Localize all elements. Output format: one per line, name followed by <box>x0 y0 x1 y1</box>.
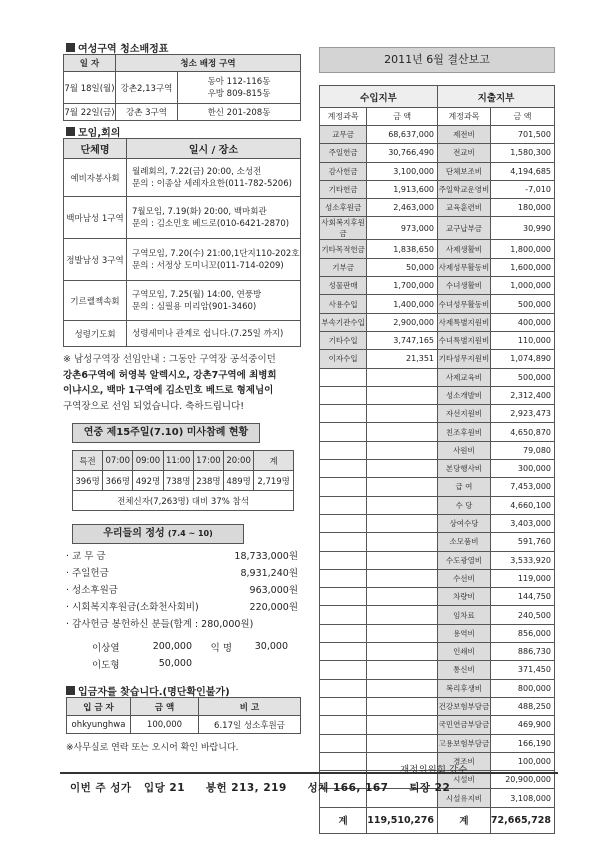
expense-amount: 371,450 <box>490 661 554 679</box>
attendance-summary: 전체신자(7,263명) 대비 37% 참석 <box>73 491 294 511</box>
income-amount <box>367 386 438 404</box>
expense-amount: 701,500 <box>490 126 554 144</box>
meetings-title-row <box>66 124 120 139</box>
expense-account: 수선비 <box>438 569 491 587</box>
offering-label: · 성소후원금 <box>66 584 118 596</box>
square-bullet-icon <box>66 43 75 52</box>
expense-account: 교구납부금 <box>438 217 491 240</box>
income-amount: 1,913,600 <box>367 180 438 198</box>
table-row <box>64 197 301 239</box>
depositor-note-text: ※사무실로 연락 또는 오시어 확인 바랍니다. <box>66 743 239 753</box>
expense-account: 사원비 <box>438 441 491 459</box>
total-label: 계 <box>320 807 367 833</box>
expense-amount: 1,000,000 <box>490 277 554 295</box>
offering-value: 220,000원 <box>249 601 298 613</box>
finance-subheader: 금 액 <box>367 108 438 126</box>
income-amount <box>367 734 438 752</box>
income-account <box>320 643 367 661</box>
table-row <box>320 716 555 734</box>
finance-title: 2011년 6월 결산보고 <box>319 47 555 73</box>
expense-amount: 79,080 <box>490 441 554 459</box>
income-account <box>320 606 367 624</box>
cleaning-title-row <box>66 40 168 55</box>
expense-amount: 20,900,000 <box>490 771 554 789</box>
cleaning-header-zone: 청소 배정 구역 <box>116 55 301 72</box>
income-amount: 1,700,000 <box>367 277 438 295</box>
table-row <box>320 551 555 569</box>
expense-amount: 100,000 <box>490 752 554 770</box>
income-amount <box>367 679 438 697</box>
income-account: 사회복지후원금 <box>321 218 365 239</box>
income-account <box>320 716 367 734</box>
expense-amount: 500,000 <box>490 368 554 386</box>
depositor-header: 입 금 자 <box>67 698 131 716</box>
notice-line: 구역장으로 선임 되었습니다. 축하드립니다! <box>63 400 245 412</box>
income-amount: 50,000 <box>367 258 438 276</box>
notice-line: ※ 남성구역장 선임안내 : 그동안 구역장 공석중이던 <box>63 354 276 365</box>
notice-block <box>63 352 303 414</box>
attendance-header: 11:00 <box>163 451 193 471</box>
income-amount <box>367 661 438 679</box>
income-amount <box>367 716 438 734</box>
expense-account: 임차료 <box>438 606 491 624</box>
income-amount <box>367 441 438 459</box>
expense-account: 제전비 <box>438 126 491 144</box>
expense-amount: 144,750 <box>490 588 554 606</box>
depositor-amount: 100,000 <box>131 716 199 734</box>
cleaning-date: 7월 18일(월) <box>64 72 116 104</box>
expense-account: 차량비 <box>438 588 491 606</box>
attendance-header: 17:00 <box>193 451 223 471</box>
depositor-title-row <box>66 683 230 698</box>
cleaning-title: 여성구역 청소배정표 <box>78 44 169 55</box>
cleaning-zone: 강촌2,13구역 <box>116 72 178 104</box>
income-account <box>320 441 367 459</box>
donor-amount: 200,000 <box>152 641 192 652</box>
expense-amount: 300,000 <box>490 460 554 478</box>
income-header: 수입지부 <box>320 86 438 108</box>
offerings-title: 우리들의 정성 <box>103 528 165 539</box>
income-account <box>320 368 367 386</box>
income-account: 기타헌금 <box>320 180 367 198</box>
income-account: 주일헌금 <box>320 144 367 162</box>
table-row <box>320 643 555 661</box>
offering-label: · 교 무 금 <box>66 550 106 562</box>
income-account: 감사헌금 <box>320 162 367 180</box>
donor-row <box>92 655 292 672</box>
expense-account: 통신비 <box>438 661 491 679</box>
income-account <box>320 514 367 532</box>
cleaning-table <box>63 54 301 121</box>
income-amount: 1,838,650 <box>367 240 438 258</box>
table-row <box>320 295 555 313</box>
table-row <box>64 321 301 347</box>
income-amount <box>367 533 438 551</box>
expense-account: 시설유지비 <box>438 789 491 807</box>
donor-amount: 50,000 <box>158 658 192 669</box>
table-row <box>320 368 555 386</box>
donor-name: 이상열 <box>92 642 120 654</box>
income-amount <box>367 496 438 514</box>
offering-label: · 주일헌금 <box>66 567 109 579</box>
expense-amount: 3,108,000 <box>490 789 554 807</box>
income-amount: 3,747,165 <box>367 331 438 349</box>
income-amount <box>367 478 438 496</box>
expense-account: 수녀특별지원비 <box>438 331 491 349</box>
expense-amount: 1,580,300 <box>490 144 554 162</box>
income-account: 기타수입 <box>320 331 367 349</box>
finance-subheader: 계정과목 <box>320 108 367 126</box>
table-row <box>64 159 301 197</box>
list-item <box>66 563 298 580</box>
expense-amount: 400,000 <box>490 313 554 331</box>
depositor-name: ohkyunghwa <box>67 716 131 734</box>
depositor-header: 비 고 <box>199 698 301 716</box>
table-row <box>320 144 555 162</box>
meeting-line: 문의 : 이종삼 세레자요한(011-782-5206) <box>132 178 292 189</box>
expense-amount: 4,660,100 <box>490 496 554 514</box>
expense-account: 수 당 <box>438 496 491 514</box>
attendance-header: 특전 <box>73 451 103 471</box>
income-account <box>320 624 367 642</box>
table-row <box>320 588 555 606</box>
table-row <box>320 496 555 514</box>
total-label: 계 <box>438 807 491 833</box>
offering-label: · 시회복지후원금(소화천사회비) <box>66 601 199 613</box>
table-row <box>320 460 555 478</box>
expense-account: 수도광열비 <box>438 551 491 569</box>
income-account: 성소후원금 <box>320 199 367 217</box>
offerings-title-box <box>72 524 244 544</box>
attendance-value: 396명 <box>73 471 103 491</box>
income-amount <box>367 514 438 532</box>
table-row <box>320 569 555 587</box>
square-bullet-icon <box>66 127 75 136</box>
expense-amount: 1,800,000 <box>490 240 554 258</box>
square-bullet-icon <box>66 686 75 695</box>
depositor-title: 입금자를 찾습니다.(명단확인불가) <box>78 687 230 698</box>
list-item <box>66 546 298 563</box>
meetings-table <box>63 138 301 347</box>
expense-account: 사제생활비 <box>438 240 491 258</box>
donor-name: 이도형 <box>92 659 120 671</box>
attendance-header: 07:00 <box>103 451 133 471</box>
income-account <box>320 405 367 423</box>
table-row <box>320 661 555 679</box>
attendance-value: 238명 <box>193 471 223 491</box>
list-item <box>66 580 298 597</box>
table-row <box>64 72 301 104</box>
table-row <box>320 697 555 715</box>
attendance-header: 계 <box>254 451 294 471</box>
expense-amount: 500,000 <box>490 295 554 313</box>
table-row <box>320 331 555 349</box>
footer-hymns: 이번 주 성가 입당 21 봉헌 213, 219 성체 166, 167 퇴장 22 <box>70 782 451 794</box>
income-amount: 1,400,000 <box>367 295 438 313</box>
income-account: 기부금 <box>320 258 367 276</box>
expense-account: 용역비 <box>438 624 491 642</box>
finance-subheader: 계정과목 <box>438 108 491 126</box>
attendance-header: 09:00 <box>133 451 163 471</box>
offering-value: 18,733,000원 <box>234 550 298 562</box>
table-row <box>320 514 555 532</box>
expense-amount: 469,900 <box>490 716 554 734</box>
expense-account: 국민연금부담금 <box>438 716 491 734</box>
expense-account: 상여수당 <box>438 514 491 532</box>
income-amount <box>367 405 438 423</box>
income-amount <box>367 643 438 661</box>
income-account <box>320 496 367 514</box>
income-account <box>320 478 367 496</box>
attendance-title: 연중 제15주일(7.10) 미사참례 현황 <box>72 423 260 443</box>
notice-line: 이냐시오, 백마 1구역에 김소민호 베드로 형제님이 <box>63 385 274 396</box>
meeting-line: 문의 : 심필용 미리암(901-3460) <box>132 301 257 312</box>
offering-value: 963,000원 <box>249 584 298 596</box>
table-row <box>320 277 555 295</box>
notice-line: 강촌6구역에 허영복 알렉시오, 강촌7구역에 최병희 <box>63 369 277 381</box>
expense-account: 본당행사비 <box>438 460 491 478</box>
table-row <box>320 478 555 496</box>
cleaning-area: 동아 112-116동 <box>207 76 271 87</box>
table-row <box>320 734 555 752</box>
income-account <box>320 569 367 587</box>
table-row <box>73 471 294 491</box>
income-amount: 973,000 <box>367 217 438 240</box>
table-row <box>64 281 301 321</box>
meetings-header-group: 단체명 <box>64 139 127 159</box>
income-amount: 3,100,000 <box>367 162 438 180</box>
table-row <box>67 716 301 734</box>
expense-amount: 119,000 <box>490 569 554 587</box>
expense-account: 급 여 <box>438 478 491 496</box>
expense-amount: 110,000 <box>490 331 554 349</box>
expense-account: 인쇄비 <box>438 643 491 661</box>
auditor-text: 재정위원회 감수 <box>400 765 468 776</box>
income-amount <box>367 606 438 624</box>
income-account: 부속기관수입 <box>320 313 367 331</box>
depositor-note: 6.17일 성소후원금 <box>199 716 301 734</box>
table-row <box>64 104 301 121</box>
income-amount <box>367 423 438 441</box>
income-amount: 21,351 <box>367 350 438 368</box>
expense-account: 건강보험부담금 <box>438 697 491 715</box>
income-amount <box>367 551 438 569</box>
expense-amount: 591,760 <box>490 533 554 551</box>
meeting-line: 월례회의, 7.22(금) 20:00, 소성전 <box>132 166 262 177</box>
cleaning-zone: 강촌 3구역 <box>116 104 178 121</box>
expense-amount: 240,500 <box>490 606 554 624</box>
expense-header: 지출지부 <box>438 86 555 108</box>
expense-account: 주일학교운영비 <box>438 180 491 198</box>
offering-label: · 감사헌금 봉헌하신 분들(합계 : 280,000원) <box>66 618 254 630</box>
income-total: 119,510,276 <box>367 807 438 833</box>
expense-amount: 2,312,400 <box>490 386 554 404</box>
finance-total-row <box>320 807 555 833</box>
expense-account: 전교비 <box>438 144 491 162</box>
income-account: 교무금 <box>320 126 367 144</box>
income-amount <box>367 460 438 478</box>
table-row <box>320 217 555 240</box>
depositor-table <box>66 697 301 734</box>
meeting-group: 성령기도회 <box>64 321 127 347</box>
expense-amount: 3,403,000 <box>490 514 554 532</box>
table-row <box>320 350 555 368</box>
expense-amount: -7,010 <box>490 180 554 198</box>
attendance-value: 366명 <box>103 471 133 491</box>
donor-amount: 30,000 <box>254 641 288 652</box>
expense-amount: 166,190 <box>490 734 554 752</box>
depositor-header: 금 액 <box>131 698 199 716</box>
income-account: 이자수입 <box>320 350 367 368</box>
income-account <box>320 697 367 715</box>
attendance-value: 489명 <box>224 471 254 491</box>
meeting-group: 예비자봉사회 <box>64 159 127 197</box>
income-amount <box>367 569 438 587</box>
expense-account: 소모품비 <box>438 533 491 551</box>
expense-account: 교육훈련비 <box>438 199 491 217</box>
meeting-line: 구역모임, 7.25(월) 14:00, 연풍방 <box>132 289 262 300</box>
income-account: 사용수입 <box>320 295 367 313</box>
cleaning-header-date: 일 자 <box>64 55 116 72</box>
meeting-line: 성령세미나 관계로 쉽니다.(7.25일 까지) <box>127 321 301 347</box>
income-account <box>320 752 367 770</box>
expense-amount: 488,250 <box>490 697 554 715</box>
table-row <box>320 386 555 404</box>
table-row <box>320 313 555 331</box>
list-item <box>66 614 298 631</box>
table-row <box>320 240 555 258</box>
table-row <box>320 162 555 180</box>
table-row <box>320 679 555 697</box>
expense-account: 고용보험부담금 <box>438 734 491 752</box>
expense-amount: 800,000 <box>490 679 554 697</box>
table-row <box>320 624 555 642</box>
table-row <box>320 423 555 441</box>
table-row <box>320 533 555 551</box>
income-amount: 68,637,000 <box>367 126 438 144</box>
income-amount <box>367 697 438 715</box>
cleaning-area: 우방 809-815동 <box>207 88 271 99</box>
meeting-line: 문의 : 서정상 도미니꼬(011-714-0209) <box>132 260 284 271</box>
finance-subheader: 금 액 <box>490 108 554 126</box>
expense-account: 시설비 <box>438 771 491 789</box>
meeting-group: 백마남성 1구역 <box>64 197 127 239</box>
expense-total: 72,665,728 <box>490 807 554 833</box>
offerings-list <box>66 546 298 631</box>
income-amount <box>367 368 438 386</box>
income-amount: 2,900,000 <box>367 313 438 331</box>
expense-account: 친조후원비 <box>438 423 491 441</box>
expense-amount: 1,074,890 <box>490 350 554 368</box>
income-account <box>320 679 367 697</box>
table-row <box>320 441 555 459</box>
meetings-title: 모임,회의 <box>78 128 121 139</box>
table-row <box>64 239 301 281</box>
income-amount <box>367 624 438 642</box>
expense-amount: 4,194,685 <box>490 162 554 180</box>
list-item <box>66 597 298 614</box>
donor-list <box>92 638 292 672</box>
expense-account: 경조비 <box>438 752 491 770</box>
attendance-value: 2,719명 <box>254 471 294 491</box>
expense-account: 수녀생활비 <box>438 277 491 295</box>
income-account <box>320 661 367 679</box>
expense-amount: 886,730 <box>490 643 554 661</box>
table-row <box>320 606 555 624</box>
expense-amount: 4,650,870 <box>490 423 554 441</box>
attendance-value: 492명 <box>133 471 163 491</box>
table-row <box>320 405 555 423</box>
expense-account: 수녀성무활동비 <box>438 295 491 313</box>
meeting-line: 7월모임, 7.19(화) 20:00, 백마회관 <box>132 206 267 217</box>
income-account <box>320 460 367 478</box>
income-amount: 2,463,000 <box>367 199 438 217</box>
expense-amount: 2,923,473 <box>490 405 554 423</box>
cleaning-area: 한신 201-208동 <box>178 104 301 121</box>
expense-account: 사제교육비 <box>438 368 491 386</box>
attendance-header: 20:00 <box>224 451 254 471</box>
expense-amount: 3,533,920 <box>490 551 554 569</box>
meetings-header-detail: 일시 / 장소 <box>127 139 301 159</box>
meeting-group: 기르렐젝속회 <box>64 281 127 321</box>
meeting-line: 문의 : 김소민호 베드로(010-6421-2870) <box>132 218 290 229</box>
expense-account: 사제특별지원비 <box>438 313 491 331</box>
cleaning-date: 7월 22일(금) <box>64 104 116 121</box>
income-account: 기타목적헌금 <box>320 240 367 258</box>
table-row <box>320 258 555 276</box>
expense-account: 사제성무활동비 <box>438 258 491 276</box>
attendance-value: 738명 <box>163 471 193 491</box>
donor-row <box>92 638 292 655</box>
offerings-period: (7.4 ~ 10) <box>167 529 213 538</box>
income-amount: 30,766,490 <box>367 144 438 162</box>
donor-name: 익 명 <box>210 642 232 654</box>
expense-amount: 30,990 <box>490 217 554 240</box>
attendance-table <box>72 450 294 511</box>
table-row <box>320 180 555 198</box>
expense-amount: 180,000 <box>490 199 554 217</box>
income-account <box>320 386 367 404</box>
expense-account: 자선지원비 <box>438 405 491 423</box>
income-account <box>320 423 367 441</box>
offering-value: 8,931,240원 <box>240 567 298 579</box>
table-row <box>320 126 555 144</box>
income-account: 성물판매 <box>320 277 367 295</box>
finance-table <box>319 85 555 834</box>
expense-amount: 1,600,000 <box>490 258 554 276</box>
income-amount <box>367 588 438 606</box>
income-account <box>320 533 367 551</box>
expense-amount: 7,453,000 <box>490 478 554 496</box>
table-row <box>320 199 555 217</box>
meeting-group: 정발남성 3구역 <box>64 239 127 281</box>
income-account <box>320 551 367 569</box>
expense-account: 단체보조비 <box>438 162 491 180</box>
expense-amount: 856,000 <box>490 624 554 642</box>
expense-account: 복리후생비 <box>438 679 491 697</box>
table-row <box>73 491 294 511</box>
income-account <box>320 588 367 606</box>
income-account <box>320 734 367 752</box>
meeting-line: 구역모임, 7.20(수) 21:00,1단지110-202호 <box>132 248 300 259</box>
expense-account: 성소개발비 <box>438 386 491 404</box>
expense-account: 기타성무지원비 <box>438 350 491 368</box>
